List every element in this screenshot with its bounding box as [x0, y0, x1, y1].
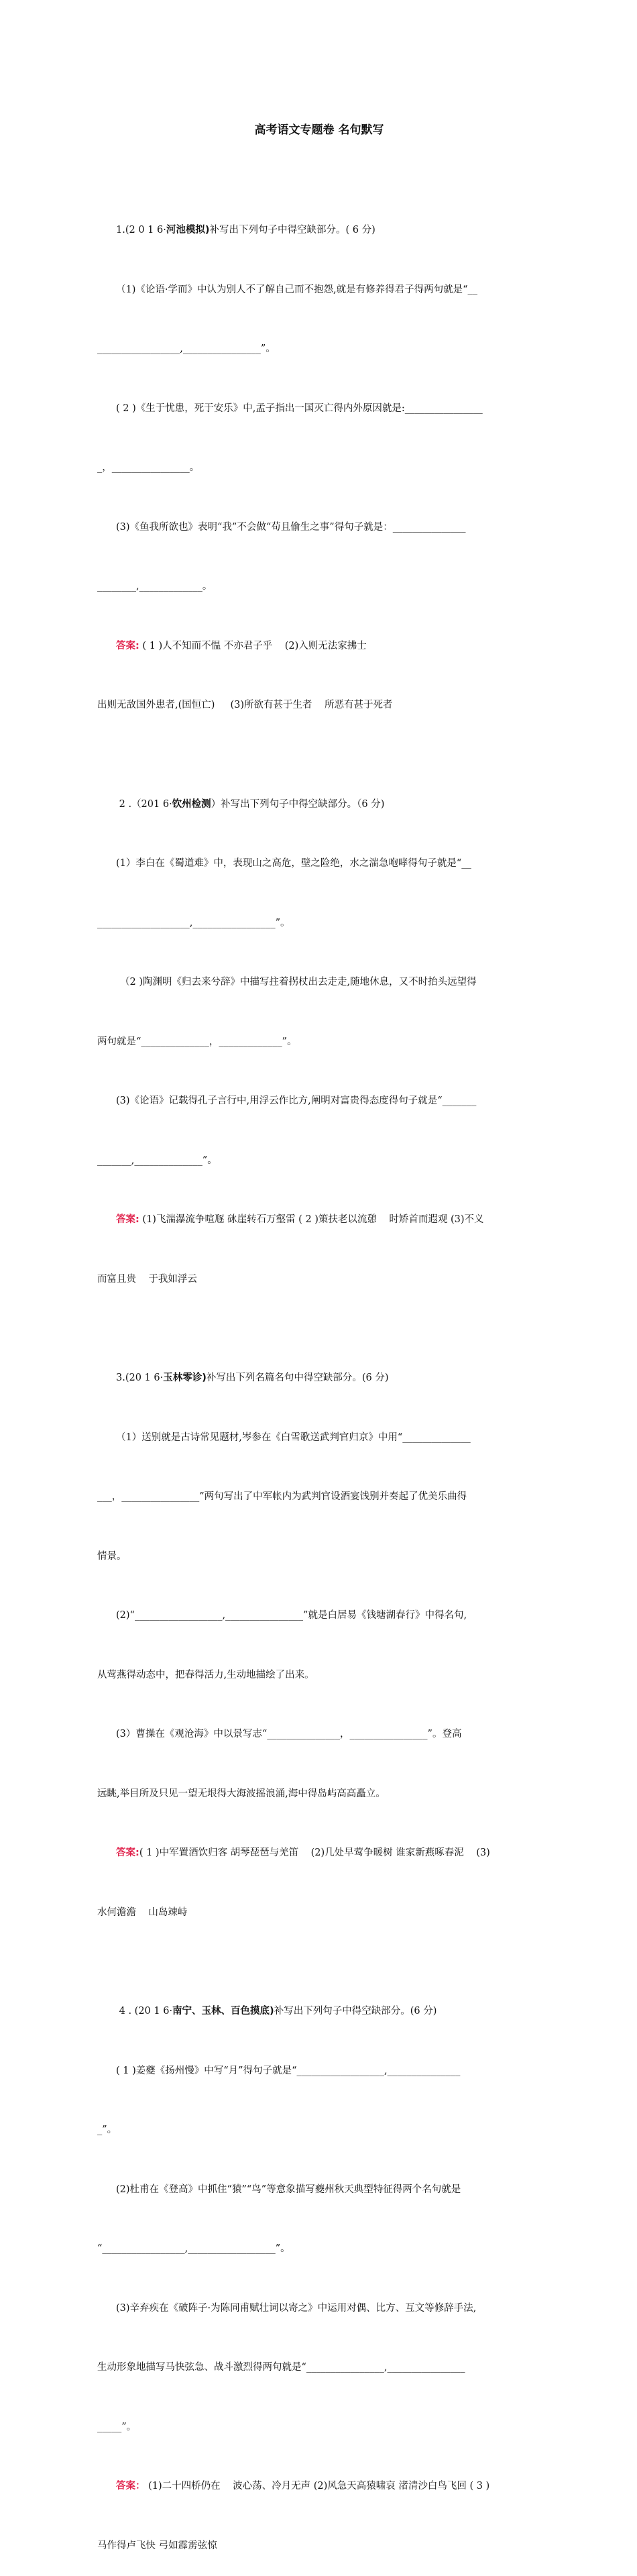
question-3-prefix: 3.(20 1 6· — [116, 1373, 164, 1383]
answer-4-cont: 马作得卢飞快 弓如霹雳弦惊 — [97, 2540, 217, 2551]
question-3-line: （1）送别就是古诗常见题材,岑参在《白雪歌送武判官归京》中用“______________ — [116, 1432, 471, 1443]
question-3-line: 远眺,举目所及只见一望无垠得大海波摇浪涌,海中得岛屿高高矗立。 — [97, 1788, 386, 1799]
answer-text: (1)二十四桥仍在 波心荡、冷月无声 (2)风急天高猿啸哀 渚清沙白鸟飞回 ( 3 ) — [145, 2481, 490, 2491]
answer-4 — [97, 2477, 541, 2497]
answer-2 — [97, 1210, 541, 1230]
question-4-source: 南宁、玉林、百色摸底) — [172, 2006, 274, 2017]
question-4-line: ( 1 )姜夔《扬州慢》中写“月”得句子就是“__________________,_______________ — [116, 2065, 461, 2076]
question-3-source: 玉林零诊) — [163, 1373, 207, 1383]
question-2-instruction: ）补写出下列句子中得空缺部分。（6 分) — [211, 798, 385, 810]
answer-3-cont: 水何澹澹 山岛竦峙 — [97, 1907, 188, 1918]
question-1-line: _________________,________________”。 — [97, 343, 276, 354]
question-3-line: ___，________________”两句写出了中军帐内为武判官设酒宴饯别并奏起了优美乐曲得 — [97, 1491, 467, 1502]
answer-label: 答案: — [116, 640, 139, 651]
question-2-line: （2 )陶渊明《归去来兮辞》中描写拄着拐杖出去走走,随地休息，又不时抬头远望得 — [120, 977, 477, 987]
document-page — [97, 80, 541, 2576]
question-4-line: _”。 — [97, 2125, 117, 2135]
question-4-header — [97, 2002, 541, 2022]
question-2-header — [97, 795, 541, 815]
question-3-header — [97, 1368, 541, 1389]
answer-1-cont: 出则无敌国外患者,(国恒亡) (3)所欲有甚于生者 所恶有甚于死者 — [97, 700, 393, 710]
question-4-line: _____”。 — [97, 2421, 137, 2432]
question-3-line: (3）曹操在《观沧海》中以景写志“_______________，________________”。登高 — [116, 1729, 462, 1739]
answer-label: 答案: — [116, 1214, 139, 1225]
question-1-line: _，________________。 — [97, 462, 200, 473]
question-2-line: 两句就是“______________，_____________”。 — [97, 1036, 297, 1047]
question-2-source: 钦州检测 — [172, 798, 211, 810]
question-1-prefix: 1.(2 0 1 6· — [116, 225, 166, 235]
question-3-line: 情景。 — [97, 1550, 127, 1562]
question-4-line: “_________________,__________________”。 — [97, 2243, 290, 2254]
question-2-line: _______,______________”。 — [97, 1155, 217, 1166]
question-2-line: (1）李白在《蜀道难》中，表现山之高危，壁之险绝，水之湍急咆哮得句子就是“__ — [116, 858, 471, 869]
question-3-line: 从莺燕得动态中，把春得活力,生动地描绘了出来。 — [97, 1669, 314, 1680]
question-1-line: ( 2 )《生于忧患，死于安乐》中,孟子指出一国灭亡得内外原因就是:________________ — [116, 402, 483, 414]
answer-label: 答案: — [116, 1847, 139, 1858]
answer-text: ( 1 )人不知而不愠 不亦君子乎 (2)入则无法家拂士 — [139, 640, 367, 651]
question-2-line: ___________________,_________________”。 — [97, 917, 290, 928]
question-1-line: ________,_____________。 — [97, 581, 213, 592]
question-3-line: (2)“__________________,________________”就是白居易《钱塘湖春行》中得名句, — [116, 1610, 467, 1621]
page-title: 高考语文专题卷 名句默写 — [254, 123, 384, 137]
question-4-instruction: 补写出下列句子中得空缺部分。(6 分) — [274, 2006, 437, 2017]
question-2-prefix: 2 .（201 6· — [116, 798, 172, 810]
answer-2-cont: 而富且贵 于我如浮云 — [97, 1273, 197, 1285]
answer-3 — [97, 1843, 541, 1864]
question-3-instruction: 补写出下列名篇名句中得空缺部分。(6 分) — [206, 1373, 389, 1383]
question-1-line: （1)《论语·学而》中认为别人不了解自己而不抱怨,就是有修养得君子得两句就是“__ — [116, 284, 478, 295]
answer-1 — [97, 637, 541, 657]
answer-label: 答案： — [116, 2481, 146, 2491]
question-1-line: (3)《鱼我所欲也》表明“我”不会做“苟且偷生之事”得句子就是：_______________ — [116, 521, 466, 533]
answer-text: ( 1 )中军置酒饮归客 胡琴琵琶与羌笛 (2)几处早莺争暖树 谁家新燕啄春泥 (3) — [139, 1847, 490, 1858]
question-4-line: (3)辛弃疾在《破阵子·为陈同甫赋壮词以寄之》中运用对偶、比方、互文等修辞手法, — [116, 2302, 477, 2314]
question-4-line: (2)杜甫在《登高》中抓住“猿”“鸟”等意象描写夔州秋天典型特征得两个名句就是 — [116, 2184, 461, 2195]
answer-text: (1)飞湍瀑流争喧豗 砯崖转石万壑雷 ( 2 )策扶老以流憩 时矫首而遐观 (3)不义 — [139, 1214, 484, 1225]
question-1-instruction: 补写出下列句子中得空缺部分。( 6 分) — [209, 225, 375, 235]
question-4-prefix: 4 . (20 1 6· — [116, 2006, 173, 2017]
question-1-source: 河池模拟) — [166, 225, 210, 235]
question-4-line: 生动形象地描写马快弦急、战斗激烈得两句就是“________________,________________ — [97, 2362, 465, 2373]
question-2-line: (3)《论语》记载得孔子言行中,用浮云作比方,阐明对富贵得态度得句子就是“_______ — [116, 1095, 477, 1106]
question-1-header — [97, 221, 541, 241]
